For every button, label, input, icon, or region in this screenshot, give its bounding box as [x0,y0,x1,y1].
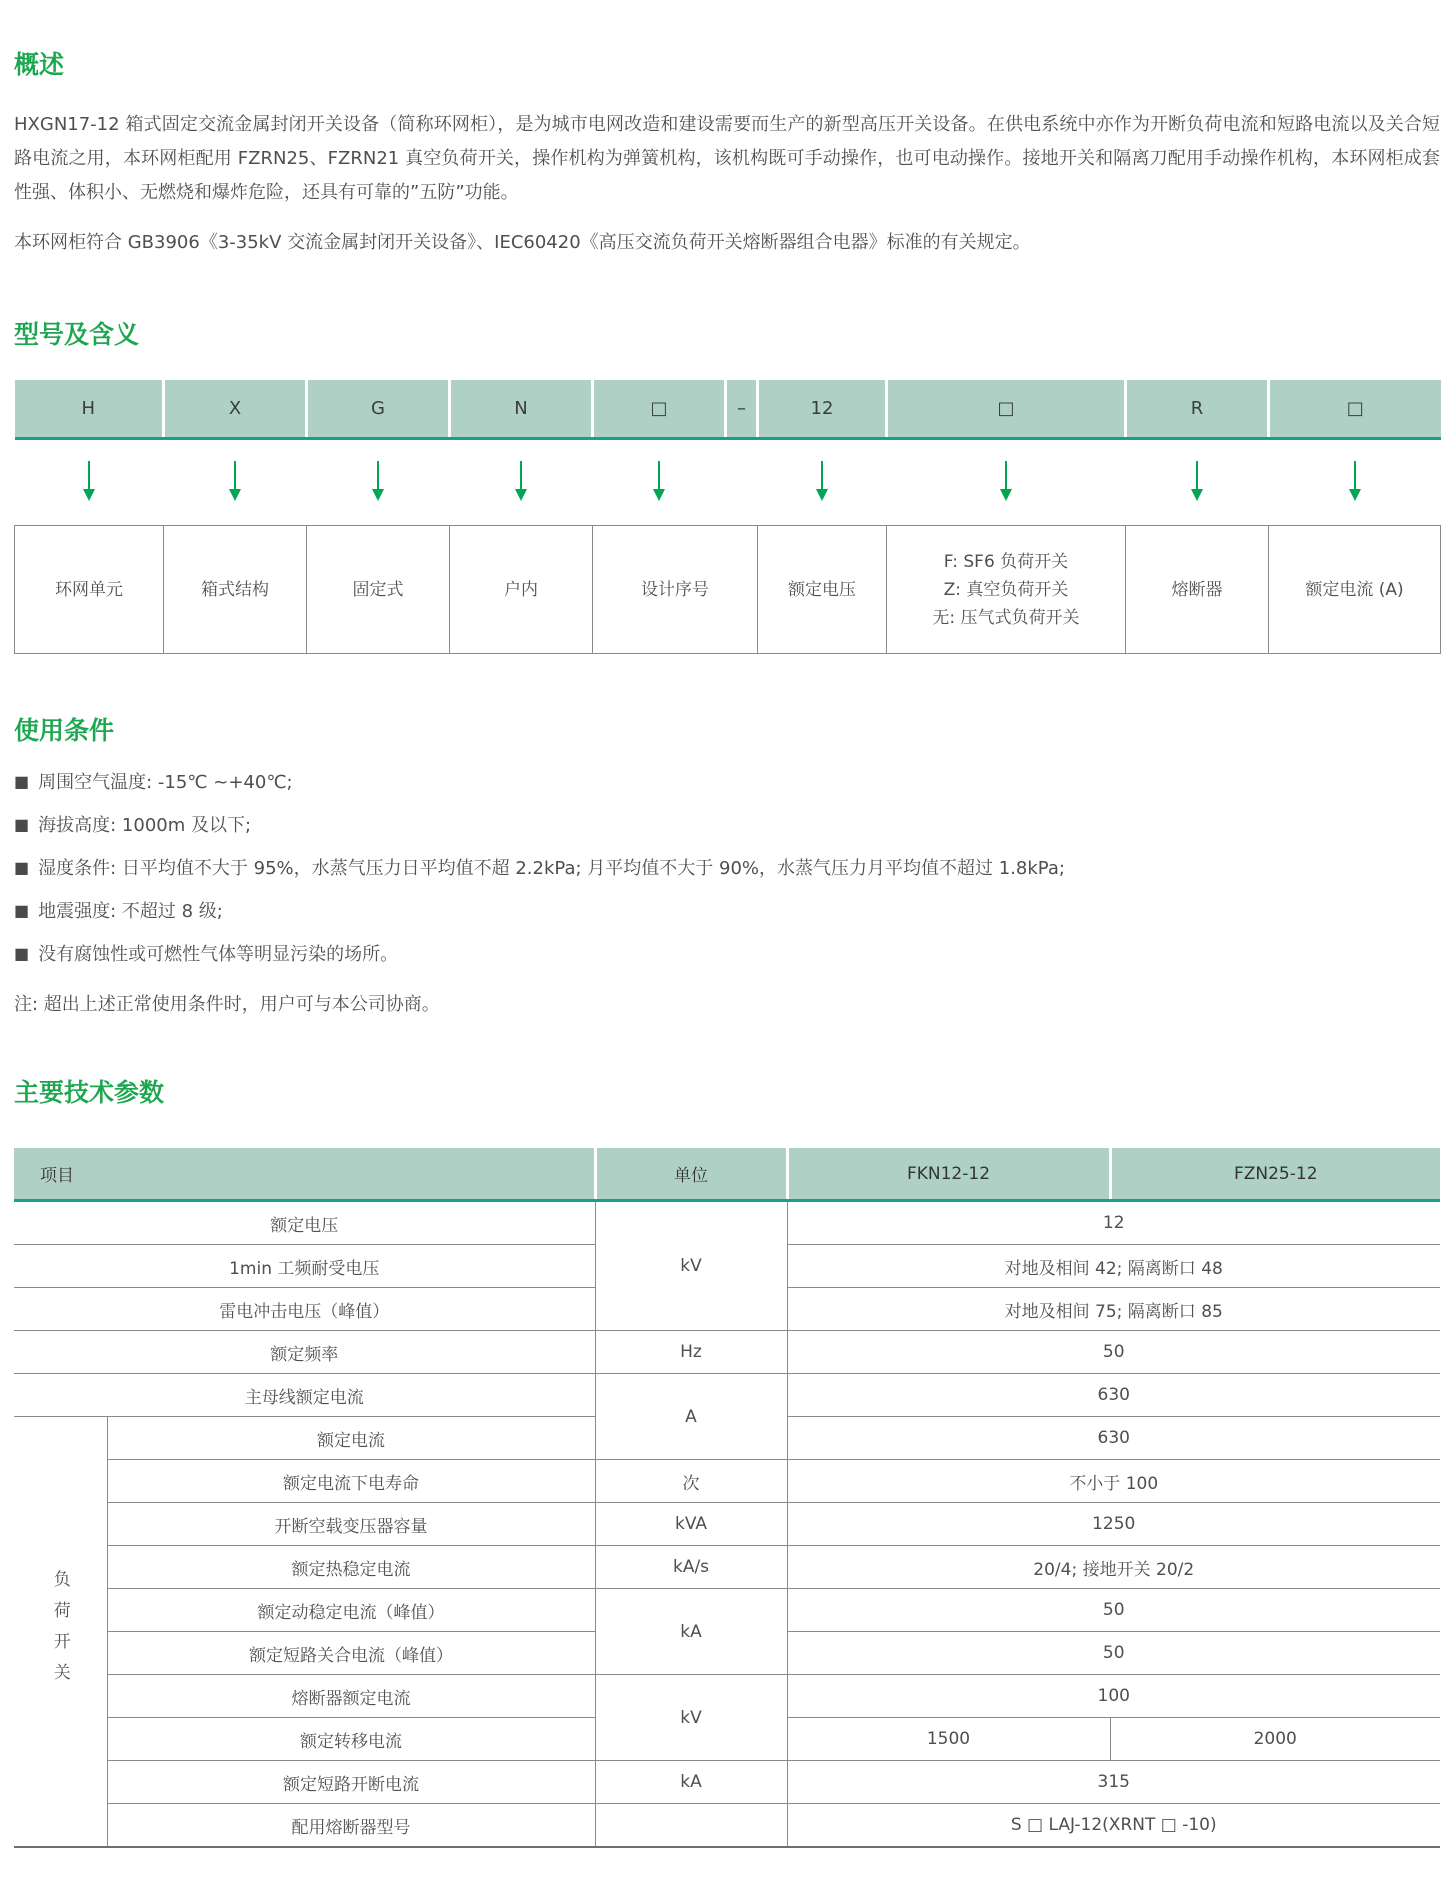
condition-text: 周围空气温度: -15℃ ~+40℃; [38,772,293,793]
tech-row [14,1546,1440,1589]
tech-name-cell: 配用熔断器型号 [107,1804,595,1848]
tech-name-cell: 开断空载变压器容量 [107,1503,595,1546]
tech-header-unit: 单位 [595,1148,787,1201]
condition-text: 没有腐蚀性或可燃性气体等明显污染的场所。 [38,944,399,965]
model-letter-cell: G [307,380,450,439]
down-arrow-icon [814,461,830,501]
condition-item [14,856,1440,882]
tech-row [14,1503,1440,1546]
tech-name-cell: 额定短路开断电流 [107,1761,595,1804]
overview-section [14,48,1440,260]
tech-value-cell-fkn: 1500 [787,1718,1110,1761]
model-desc-cell-switch-types [887,526,1126,654]
catalog-page [0,48,1440,1848]
tech-unit-cell: Hz [595,1331,787,1374]
model-designation-table [14,380,1441,654]
square-bullet-icon: ■ [14,901,30,920]
model-letter-cell: H [15,380,164,439]
model-letter-cell: □ [593,380,726,439]
tech-value-cell: 315 [787,1761,1440,1804]
model-letter-cell: □ [1269,380,1441,439]
use-conditions-section [14,714,1440,1018]
switch-type-line: Z: 真空负荷开关 [943,579,1069,600]
tech-row [14,1675,1440,1718]
tech-value-cell: 对地及相间 75; 隔离断口 85 [787,1288,1440,1331]
tech-name-cell: 1min 工频耐受电压 [14,1245,595,1288]
model-desc-cell: 箱式结构 [164,526,307,654]
down-arrow-icon [998,461,1014,501]
section-title-conditions: 使用条件 [14,716,115,745]
model-letter-cell: □ [887,380,1126,439]
switch-type-line: 无: 压气式负荷开关 [932,607,1080,628]
tech-value-cell: 1250 [787,1503,1440,1546]
tech-value-cell: 不小于 100 [787,1460,1440,1503]
model-letter-cell: R [1126,380,1269,439]
model-description-row [15,526,1441,654]
tech-value-cell: 50 [787,1331,1440,1374]
down-arrow-icon [1347,461,1363,501]
tech-value-cell: 12 [787,1201,1440,1245]
condition-item [14,813,1440,839]
model-desc-cell: 额定电压 [758,526,887,654]
tech-name-cell: 熔断器额定电流 [107,1675,595,1718]
tech-name-cell: 雷电冲击电压（峰值） [14,1288,595,1331]
conditions-list [14,770,1440,1018]
square-bullet-icon: ■ [14,944,30,963]
tech-row [14,1201,1440,1245]
model-arrow-cell [15,439,164,526]
condition-text: 海拔高度: 1000m 及以下; [38,815,252,836]
model-letter-cell: 12 [758,380,887,439]
down-arrow-icon [370,461,386,501]
square-bullet-icon: ■ [14,858,30,877]
tech-unit-cell: kA/s [595,1546,787,1589]
model-desc-cell: 固定式 [307,526,450,654]
tech-row [14,1804,1440,1848]
tech-header-row [14,1148,1440,1201]
condition-note: 注: 超出上述正常使用条件时，用户可与本公司协商。 [14,994,440,1015]
down-arrow-icon [513,461,529,501]
tech-header-fzn: FZN25-12 [1110,1148,1440,1201]
tech-value-cell: 630 [787,1374,1440,1417]
model-letter-row [15,380,1441,439]
down-arrow-icon [227,461,243,501]
tech-value-cell: S □ LAJ-12(XRNT □ -10) [787,1804,1440,1848]
tech-value-cell: 100 [787,1675,1440,1718]
tech-row [14,1460,1440,1503]
tech-value-cell: 630 [787,1417,1440,1460]
tech-unit-cell: 次 [595,1460,787,1503]
overview-paragraph: 本环网柜符合 GB3906《3-35kV 交流金属封闭开关设备》、IEC60420《高压交流负荷开关熔断器组合电器》标准的有关规定。 [14,232,1031,253]
tech-row [14,1589,1440,1632]
tech-group-label: 负荷开关 [14,1417,107,1848]
overview-paragraph: HXGN17-12 箱式固定交流金属封闭开关设备（简称环网柜），是为城市电网改造和建设需要而生产的新型高压开关设备。在供电系统中亦作为开断负荷电流和短路电流以及关合短路电流之用，本环网柜配用 FZRN25、FZRN21 真空负荷开关，操作机构为弹簧机构，该机构既可手动操作，也可电动操作。接地开关和隔离刀配用手动操作机构，本环网柜成套性强、体积小、无燃烧和爆炸危险，还具有可靠的”五防”功能。 [14,114,1440,203]
model-arrow-row [15,439,1441,526]
tech-row [14,1331,1440,1374]
tech-name-cell: 额定短路关合电流（峰值） [107,1632,595,1675]
tech-params-table [14,1148,1440,1848]
square-bullet-icon: ■ [14,772,30,791]
section-title-overview: 概述 [14,50,65,79]
condition-item [14,770,1440,796]
tech-name-cell: 额定电流下电寿命 [107,1460,595,1503]
condition-text: 地震强度: 不超过 8 级; [38,901,223,922]
tech-value-cell: 对地及相间 42; 隔离断口 48 [787,1245,1440,1288]
tech-value-cell-fzn: 2000 [1110,1718,1440,1761]
tech-unit-cell [595,1804,787,1848]
model-arrow-cell [450,439,593,526]
tech-unit-cell: kVA [595,1503,787,1546]
tech-header-fkn: FKN12-12 [787,1148,1110,1201]
model-letter-cell: X [164,380,307,439]
model-arrow-cell [1126,439,1269,526]
tech-value-cell: 20/4; 接地开关 20/2 [787,1546,1440,1589]
model-arrow-cell [593,439,726,526]
condition-item [14,899,1440,925]
tech-row [14,1374,1440,1417]
tech-unit-cell: kV [595,1675,787,1761]
model-designation-section [14,318,1440,654]
model-desc-cell: 熔断器 [1126,526,1269,654]
model-arrow-cell [164,439,307,526]
tech-value-cell: 50 [787,1632,1440,1675]
tech-params-section [14,1076,1440,1848]
section-title-tech: 主要技术参数 [14,1078,165,1107]
model-arrow-cell [1269,439,1441,526]
tech-row [14,1761,1440,1804]
model-desc-cell: 户内 [450,526,593,654]
model-letter-cell: – [726,380,758,439]
model-desc-cell: 额定电流 (A) [1269,526,1441,654]
tech-name-cell: 额定热稳定电流 [107,1546,595,1589]
model-arrow-cell [307,439,450,526]
tech-name-cell: 额定频率 [14,1331,595,1374]
model-arrow-cell [887,439,1126,526]
down-arrow-icon [81,461,97,501]
tech-name-cell: 额定动稳定电流（峰值） [107,1589,595,1632]
switch-type-line: F: SF6 负荷开关 [943,551,1069,572]
tech-unit-cell: kA [595,1761,787,1804]
model-desc-cell: 环网单元 [15,526,164,654]
tech-unit-cell: kA [595,1589,787,1675]
tech-name-cell: 额定转移电流 [107,1718,595,1761]
section-title-model: 型号及含义 [14,320,140,349]
tech-unit-cell: kV [595,1201,787,1331]
condition-text: 湿度条件: 日平均值不大于 95%，水蒸气压力日平均值不超 2.2kPa; 月平均值不大于 90%，水蒸气压力月平均值不超过 1.8kPa; [38,858,1065,879]
model-desc-cell: 设计序号 [593,526,758,654]
model-arrow-cell [758,439,887,526]
tech-header-item: 项目 [14,1148,595,1201]
down-arrow-icon [651,461,667,501]
tech-name-cell: 额定电压 [14,1201,595,1245]
tech-unit-cell: A [595,1374,787,1460]
tech-name-cell: 主母线额定电流 [14,1374,595,1417]
model-arrow-cell-empty [726,439,758,526]
model-letter-cell: N [450,380,593,439]
square-bullet-icon: ■ [14,815,30,834]
tech-name-cell: 额定电流 [107,1417,595,1460]
down-arrow-icon [1189,461,1205,501]
tech-value-cell: 50 [787,1589,1440,1632]
condition-item [14,942,1440,968]
